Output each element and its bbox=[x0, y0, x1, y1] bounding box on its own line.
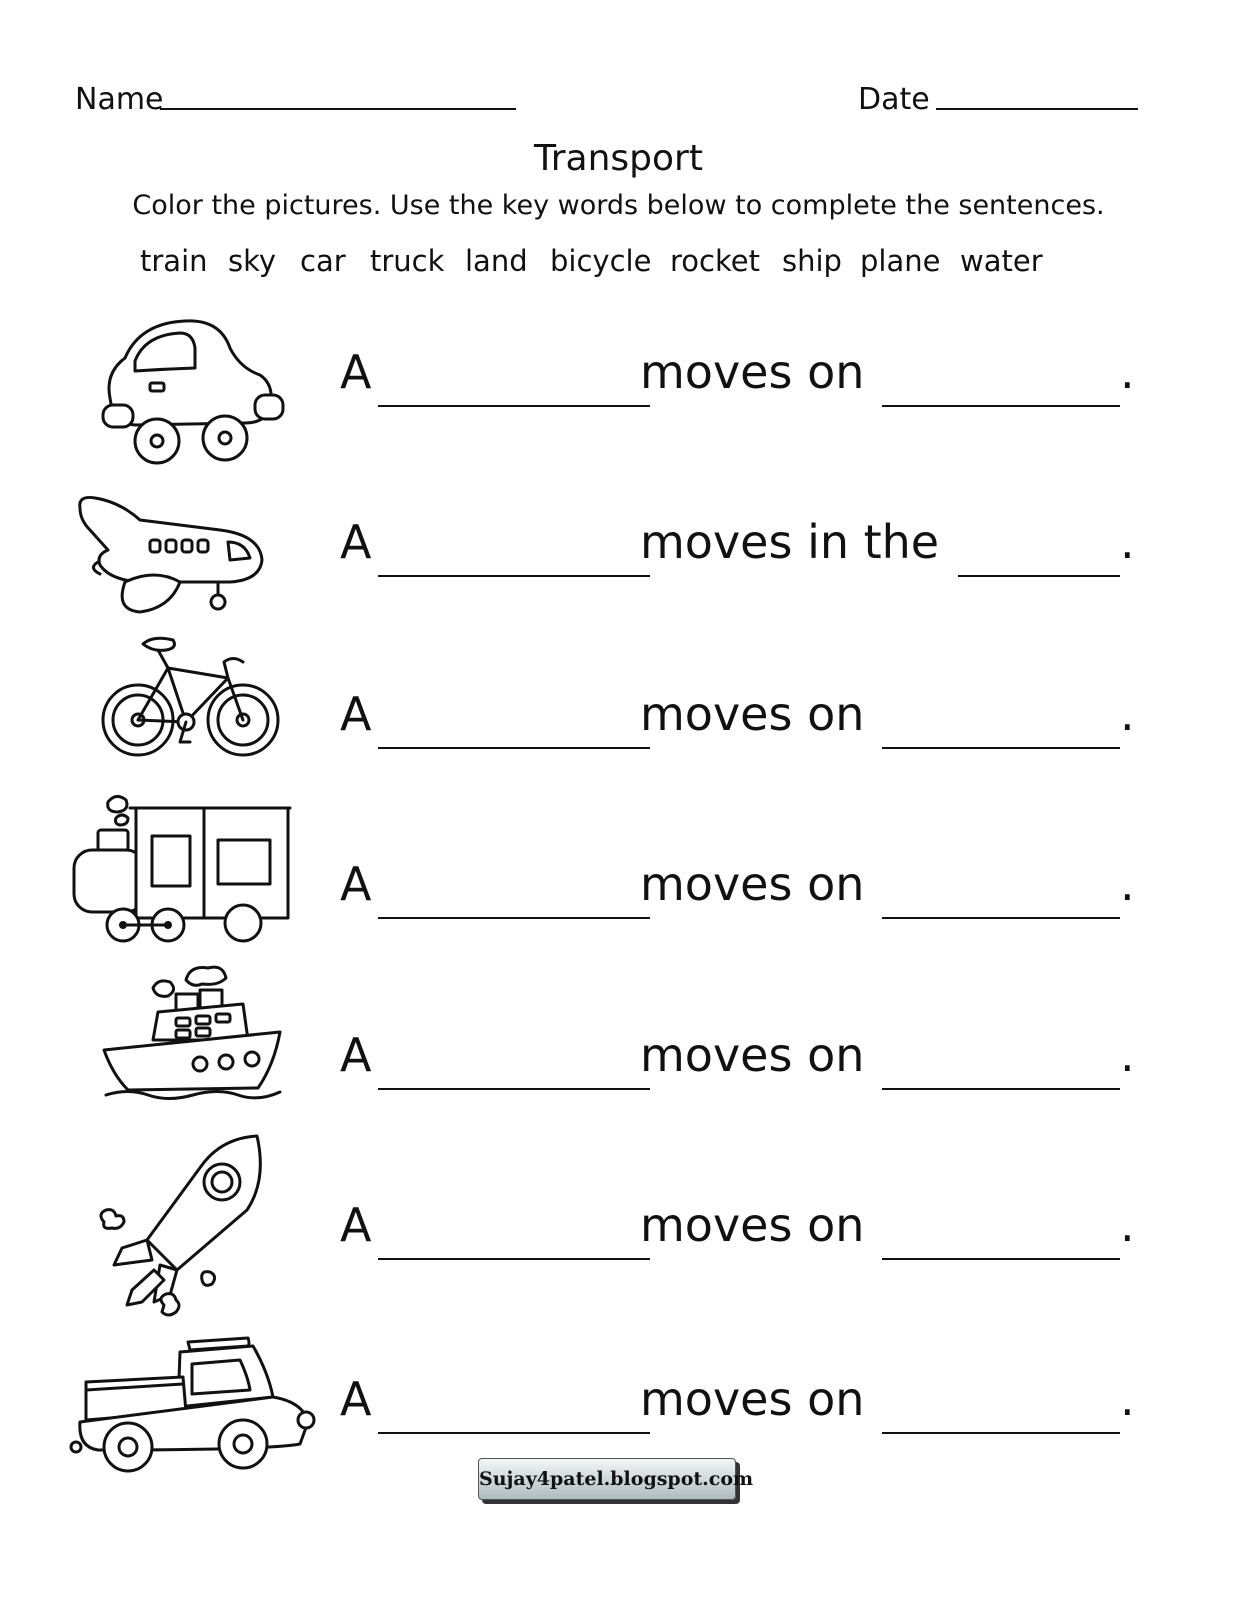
answer-blank-vehicle[interactable] bbox=[378, 1432, 650, 1434]
plane-icon bbox=[70, 490, 270, 620]
name-label: Name bbox=[75, 82, 164, 117]
keyword: train bbox=[140, 244, 208, 278]
answer-blank-vehicle[interactable] bbox=[378, 1258, 650, 1260]
rocket-icon bbox=[92, 1130, 272, 1330]
sentence-end: . bbox=[1120, 857, 1135, 911]
answer-blank-place[interactable] bbox=[882, 1088, 1120, 1090]
sentence-middle: moves on bbox=[640, 1028, 865, 1082]
truck-icon bbox=[68, 1332, 318, 1482]
answer-blank-place[interactable] bbox=[882, 405, 1120, 407]
bicycle-icon bbox=[98, 630, 283, 760]
sentence-middle: moves in the bbox=[640, 515, 940, 569]
sentence-row-rocket bbox=[0, 1128, 1237, 1288]
keyword: plane bbox=[860, 244, 941, 278]
sentence-start: A bbox=[340, 687, 372, 741]
sentence-end: . bbox=[1120, 345, 1135, 399]
sentence-end: . bbox=[1120, 1028, 1135, 1082]
answer-blank-vehicle[interactable] bbox=[378, 747, 650, 749]
keyword: water bbox=[960, 244, 1043, 278]
keyword: car bbox=[300, 244, 346, 278]
sentence-middle: moves on bbox=[640, 345, 865, 399]
instructions: Color the pictures. Use the key words below to complete the sentences. bbox=[132, 190, 1105, 221]
keyword: ship bbox=[782, 244, 842, 278]
sentence-row-train bbox=[0, 785, 1237, 945]
sentence-end: . bbox=[1120, 515, 1135, 569]
keyword: truck bbox=[370, 244, 445, 278]
sentence-middle: moves on bbox=[640, 1198, 865, 1252]
sentence-middle: moves on bbox=[640, 687, 865, 741]
sentence-middle: moves on bbox=[640, 857, 865, 911]
answer-blank-vehicle[interactable] bbox=[378, 575, 650, 577]
sentence-row-ship bbox=[0, 958, 1237, 1118]
answer-blank-vehicle[interactable] bbox=[378, 917, 650, 919]
answer-blank-place[interactable] bbox=[882, 917, 1120, 919]
answer-blank-place[interactable] bbox=[882, 1258, 1120, 1260]
sentence-end: . bbox=[1120, 687, 1135, 741]
answer-blank-place[interactable] bbox=[958, 575, 1120, 577]
sentence-start: A bbox=[340, 857, 372, 911]
blog-watermark: Sujay4patel.blogspot.com bbox=[478, 1458, 736, 1500]
keyword: land bbox=[465, 244, 528, 278]
sentence-row-plane bbox=[0, 480, 1237, 640]
answer-blank-vehicle[interactable] bbox=[378, 1088, 650, 1090]
name-field[interactable] bbox=[160, 108, 516, 110]
keyword: sky bbox=[228, 244, 277, 278]
answer-blank-vehicle[interactable] bbox=[378, 405, 650, 407]
answer-blank-place[interactable] bbox=[882, 747, 1120, 749]
sentence-row-bicycle bbox=[0, 625, 1237, 785]
keyword: rocket bbox=[670, 244, 760, 278]
sentence-start: A bbox=[340, 1198, 372, 1252]
sentence-end: . bbox=[1120, 1372, 1135, 1426]
keyword: bicycle bbox=[550, 244, 652, 278]
sentence-start: A bbox=[340, 515, 372, 569]
sentence-start: A bbox=[340, 1028, 372, 1082]
train-icon bbox=[68, 790, 293, 945]
sentence-row-car bbox=[0, 305, 1237, 465]
sentence-start: A bbox=[340, 345, 372, 399]
sentence-end: . bbox=[1120, 1198, 1135, 1252]
sentence-start: A bbox=[340, 1372, 372, 1426]
sentence-middle: moves on bbox=[640, 1372, 865, 1426]
page-title: Transport bbox=[534, 138, 703, 179]
ship-icon bbox=[98, 960, 288, 1105]
answer-blank-place[interactable] bbox=[882, 1432, 1120, 1434]
date-label: Date bbox=[858, 82, 930, 117]
date-field[interactable] bbox=[936, 108, 1138, 110]
car-icon bbox=[95, 313, 290, 468]
